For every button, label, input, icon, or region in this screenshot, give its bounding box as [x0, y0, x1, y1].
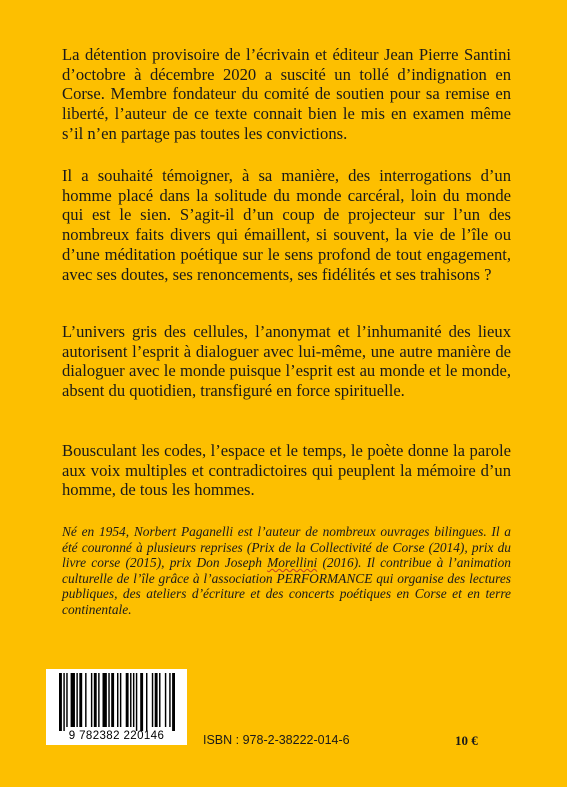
barcode-bar	[159, 673, 160, 727]
barcode-bar	[98, 673, 99, 727]
barcode-bar	[111, 673, 114, 727]
price-label: 10 €	[455, 733, 478, 748]
barcode	[46, 669, 187, 745]
barcode-bar	[71, 673, 75, 727]
barcode-bar	[103, 673, 107, 727]
barcode-bar	[108, 673, 109, 727]
barcode-bar	[169, 673, 170, 727]
barcode-bar	[79, 673, 82, 727]
barcode-bar	[140, 673, 143, 731]
paragraph-univers: L’univers gris des cellules, l’anonymat et l’inhumanité des lieux autorisent l’esprit à dialoguer avec lui-même, une autre manière de dialoguer avec le monde puisque l’esprit est au monde et le monde, absent du quotidien, transfiguré en force spirituelle.	[62, 322, 511, 401]
isbn-label: ISBN : 978-2-38222-014-6	[203, 733, 350, 747]
author-bio-start: Né en 1954, Norbert Paganelli est l’auteur de nombreux ouvrages bilingues. Il a été couronné à plusieurs reprises (Prix de la Collectivité de Corse (2014), prix du livre corse (2015), prix Don Joseph	[62, 524, 511, 571]
barcode-bar	[117, 673, 118, 727]
barcode-bar	[130, 673, 131, 727]
paragraph-codes: Bousculant les codes, l’espace et le temps, le poète donne la parole aux voix multiples et contradictoires qui peuplent la mémoire d’un homme, de tous les hommes.	[62, 441, 511, 500]
barcode-bars	[46, 669, 187, 731]
barcode-bar	[146, 673, 147, 731]
barcode-bar	[76, 673, 77, 727]
barcode-digits: 9 782382 220146	[68, 730, 165, 742]
barcode-bar	[155, 673, 158, 727]
barcode-bar	[172, 673, 175, 731]
author-bio-underlined-name: Morellini	[267, 555, 318, 571]
barcode-bar	[136, 673, 137, 731]
barcode-bar	[94, 673, 97, 727]
barcode-bar	[126, 673, 129, 727]
author-bio-end: (2016). Il contribue à l’animation culturelle de l’île grâce à l’association PERFORMANCE qui organise des lectures publiques, des ateliers d’écriture et des concerts poétiques en Corse et en terre continentale.	[62, 555, 512, 617]
author-bio	[62, 524, 511, 618]
barcode-bar	[133, 673, 134, 727]
barcode-bar	[59, 673, 62, 731]
paragraph-temoignage: Il a souhaité témoigner, à sa manière, des interrogations d’un homme placé dans la solitude du monde carcéral, loin du monde qui est le sien. S’agit-il d’un coup de projecteur sur l’un des nombreux faits divers qui émaillent, si souvent, la vie de l’île ou d’une méditation poétique sur le sens profond de tout engagement, avec ses doutes, ses renoncements, ses fidélités et ses trahisons ?	[62, 166, 511, 284]
barcode-bar	[152, 673, 153, 727]
barcode-bar	[85, 673, 86, 727]
paragraph-detention: La détention provisoire de l’écrivain et éditeur Jean Pierre Santini d’octobre à décembre 2020 a suscité un tollé d’indignation en Corse. Membre fondateur du comité de soutien pour sa remise en liberté, l’auteur de ce texte connait bien le mis en examen même s’il n’en partage pas toutes les convictions.	[62, 45, 511, 143]
barcode-bar	[91, 673, 92, 727]
barcode-bar	[66, 673, 67, 727]
barcode-bar	[120, 673, 121, 727]
barcode-bar	[165, 673, 166, 727]
barcode-bar	[63, 673, 64, 731]
